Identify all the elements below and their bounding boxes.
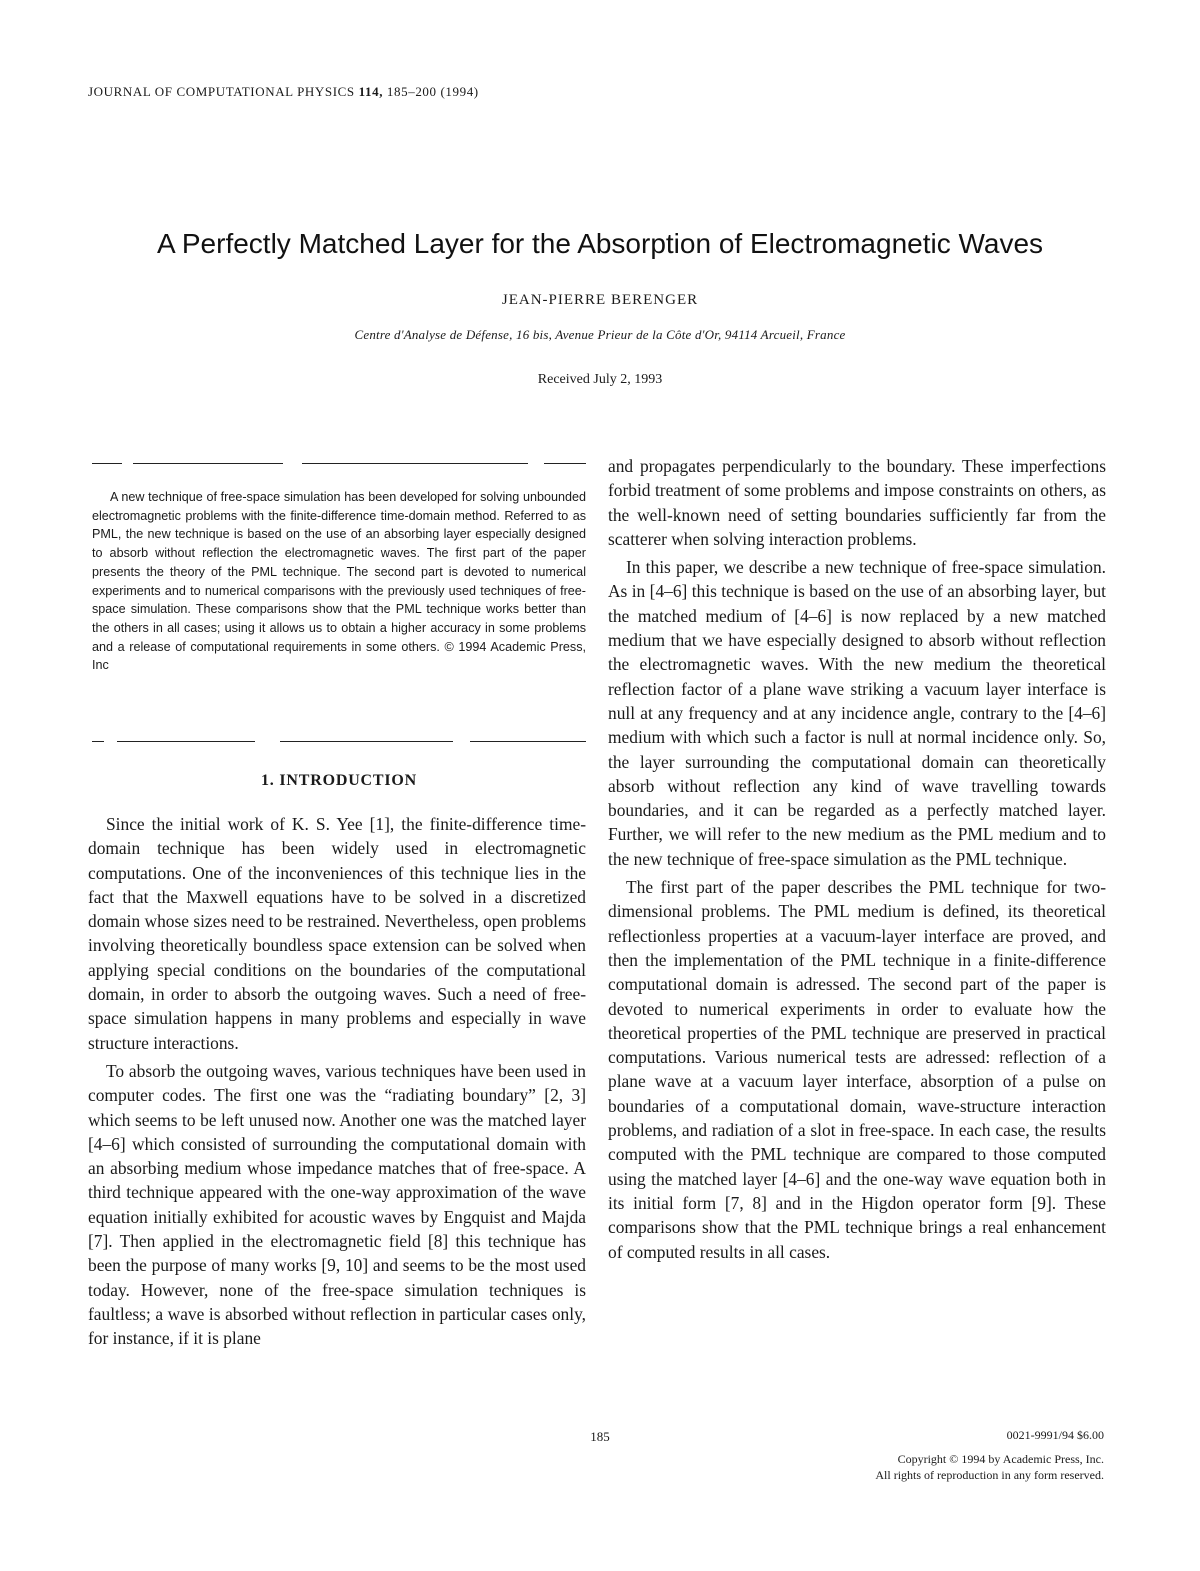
intro-paragraph-4: The first part of the paper describes the PML technique for two-dimensional problems. The PML medium is defined, its theoretical reflectionless properties at a vacuum-layer interface are proved, and then the implementation of the PML technique in a finite-difference computational domain is adressed. The second part of the paper is devoted to numerical experiments in order to evaluate how the theoretical properties of the PML technique are preserved in practical computations. Various numerical tests are adressed: reflection of a plane wave at a vacuum layer interface, absorption of a pulse on boundaries of a computational domain, wave-structure interaction problems, and radiation of a slot in free-space. In each case, the results computed with the PML technique are compared to those computed using the matched layer [4–6] and the one-way wave equation both in its initial form [7, 8] and in the Higdon operator form [9]. These comparisons show that the PML technique brings a real enhancement of computed results in all cases. (608, 877, 1106, 1262)
journal-name: JOURNAL OF COMPUTATIONAL PHYSICS (88, 84, 355, 99)
copyright-block (875, 1427, 1104, 1483)
journal-pages-year: 185–200 (1994) (386, 84, 479, 99)
abstract-top-rule-4 (544, 463, 586, 464)
copyright-line: Copyright © 1994 by Academic Press, Inc. (897, 1452, 1104, 1466)
running-header (88, 84, 479, 100)
right-column (608, 454, 1106, 1268)
abstract-top-rule-2 (133, 463, 283, 464)
section-heading-introduction: 1. INTRODUCTION (260, 772, 417, 789)
paper-title: A Perfectly Matched Layer for the Absorption of Electromagnetic Waves (156, 228, 1044, 259)
page-number: 185 (590, 1429, 610, 1444)
intro-paragraph-3: In this paper, we describe a new technique of free-space simulation. As in [4–6] this technique is based on the use of an absorbing layer, but the matched medium of [4–6] is now replaced by a new matched medium that we have especially designed to absorb without reflection the electromagnetic waves. With the new medium the theoretical reflection factor of a plane wave striking a vacuum layer interface is null at any frequency and at any incidence angle, contrary to the [4–6] medium with which such a factor is null at normal incidence only. So, the layer surrounding the computational domain can theoretically absorb without reflection any kind of wave travelling towards boundaries, and it can be regarded as a perfectly matched layer. Further, we will refer to the new medium as the PML medium and to the new technique of free-space simulation as the PML technique. (608, 557, 1106, 869)
left-column (88, 812, 586, 1355)
intro-paragraph-1: Since the initial work of K. S. Yee [1], the finite-difference time-domain technique has been widely used in electromagnetic computations. One of the inconveniences of this technique lies in the fact that the Maxwell equations have to be solved in a discretized domain whose sizes need to be restrained. Nevertheless, open problems involving theoretically boundless space extension can be solved when applying special conditions on the boundaries of the computational domain, in order to absorb the outgoing waves. Such a need of free-space simulation happens in many problems and especially in wave structure interactions. (88, 814, 586, 1053)
abstract-top-rule-3 (302, 463, 528, 464)
intro-paragraph-2: To absorb the outgoing waves, various techniques have been used in computer codes. The first one was the “radiating boundary” [2, 3] which seems to be left unused now. Another one was the matched layer [4–6] which consisted of surrounding the computational domain with an absorbing medium whose impedance matches that of free-space. A third technique appeared with the one-way approximation of the wave equation initially exhibited for acoustic waves by Engquist and Majda [7]. Then applied in the electromagnetic field [8] this technique has been the purpose of many works [9, 10] and seems to be the most used today. However, none of the free-space simulation techniques is faultless; a wave is absorbed without reflection in particular cases only, for instance, if it is plane (88, 1060, 586, 1349)
abstract-top-rule-1 (92, 463, 122, 464)
abstract-bottom-rule-1 (92, 741, 104, 742)
abstract-bottom-rule-4 (470, 741, 586, 742)
author-name: JEAN-PIERRE BERENGER (501, 292, 699, 308)
journal-volume: 114, (358, 84, 384, 99)
abstract-bottom-rule-2 (117, 741, 255, 742)
abstract-text: A new technique of free-space simulation has been developed for solving unbounded electromagnetic problems with the finite-difference time-domain method. Referred to as PML, the new technique is based on the use of an absorbing layer especially designed to absorb without reflection the electromagnetic waves. The first part of the paper presents the theory of the PML technique. The second part is devoted to numerical experiments and to numerical comparisons with the previously used techniques of free-space simulation. These comparisons show that the PML technique works better than the others in all cases; using it allows us to obtain a higher accuracy in some problems and a release of computational requirements in some others. © 1994 Academic Press, Inc (92, 490, 586, 673)
intro-paragraph-2-continued: and propagates perpendicularly to the boundary. These imperfections forbid treatment of some problems and impose constraints on others, as the well-known need of setting boundaries sufficiently far from the scatterer when solving interaction problems. (608, 456, 1106, 549)
abstract-bottom-rule-3 (280, 741, 453, 742)
rights-line: All rights of reproduction in any form reserved. (875, 1468, 1104, 1482)
received-date: Received July 2, 1993 (537, 372, 663, 387)
author-affiliation: Centre d'Analyse de Défense, 16 bis, Avenue Prieur de la Côte d'Or, 94114 Arcueil, France (354, 327, 846, 342)
publication-code: 0021-9991/94 $6.00 (1006, 1428, 1104, 1442)
